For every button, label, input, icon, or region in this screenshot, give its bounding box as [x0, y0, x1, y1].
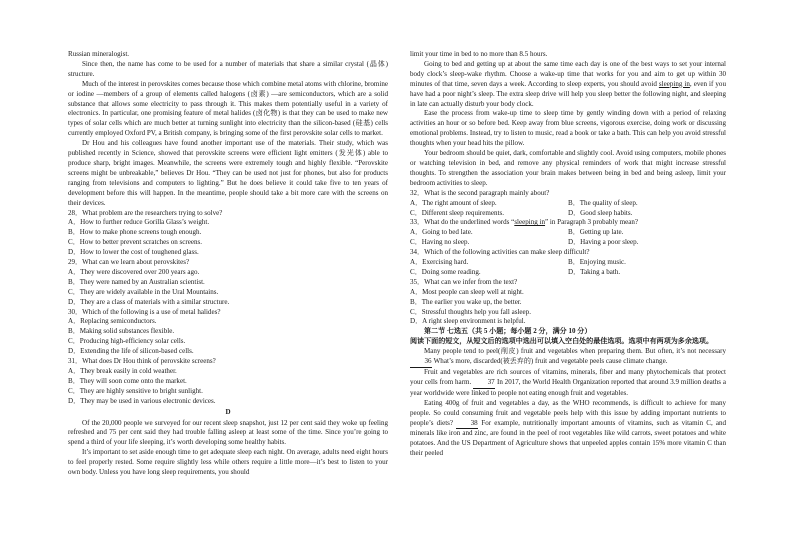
option-b: B．The earlier you wake up, the better.	[410, 297, 522, 306]
text-run: 33．What do the underlined words “	[410, 218, 515, 227]
question-stem: 32．What is the second paragraph mainly about?	[410, 188, 550, 197]
option-d: D．A right sleep environment is helpful.	[410, 317, 526, 326]
option-d: D．Taking a bath.	[568, 267, 621, 276]
option-a: A．Going to bed late.	[410, 228, 473, 237]
option-c: C．Doing some reading.	[410, 267, 481, 276]
paragraph	[410, 347, 726, 368]
paragraph: Russian mineralogist.	[68, 50, 130, 58]
option-b: B．The quality of sleep.	[568, 198, 638, 207]
left-column	[68, 50, 388, 478]
text-run: Many people tend to peel(削皮) fruit and vegetables when preparing them. But often, it’s not necessary	[424, 347, 726, 356]
question-stem: 31．What does Dr Hou think of perovskite screens?	[68, 357, 216, 366]
option-b: B．Getting up late.	[568, 228, 624, 237]
option-row	[410, 268, 726, 278]
option-c: C．Having no sleep.	[410, 238, 470, 247]
option-row	[410, 228, 726, 238]
paragraph	[410, 368, 726, 399]
question-28	[68, 209, 388, 259]
option-c: C．They are widely available in the Ural Mountains.	[68, 287, 219, 296]
question-stem: 34．Which of the following activities can make sleep difficult?	[410, 248, 590, 257]
question-32	[410, 189, 726, 219]
option-c: C．Producing high-efficiency solar cells.	[68, 337, 186, 346]
answer-blank-36: 36	[410, 357, 432, 368]
option-c: C．Different sleep requirements.	[410, 208, 504, 217]
option-c: C．How to better prevent scratches on screens.	[68, 238, 203, 247]
option-d: D．Extending the life of silicon-based cells.	[68, 347, 194, 356]
paragraph: Your bedroom should be quiet, dark, comfortable and slightly cool. Avoid using computers, mobile phones or watching television in bed, and remove any physical reminders of work that might increase stressful thoughts. To strengthen the association your brain makes between being in bed and being asleep, limit your bedroom activities to sleep.	[410, 149, 726, 187]
question-30	[68, 308, 388, 358]
question-33	[410, 218, 726, 248]
option-d: D．How to lower the cost of toughened glass.	[68, 248, 199, 257]
text-run: For example, nutritionally important amounts of vitamins, such as vitamin C, and minerals like iron and zinc, are found in the peel of root vegetables like wild carrots, sweet potatoes and white potatoes. And the US Department of Agriculture shows that unpeeled apples contain 15% more vitamin C than their peeled	[410, 418, 726, 458]
paragraph: Much of the interest in perovskites comes because those which combine metal atoms with chlorine, bromine or iodine —members of a group of elements called halogens (卤素) —are semiconductors, which are a solid substance that allows some electricity to pass through it. This makes them potentially useful in a variety of electronics. In particular, one promising feature of metal halides (卤化物) is that they can be used to make new types of solar cells which are much better at turning sunlight into electricity than the silicon-based (硅基) cells currently employed Oxford PV, a British company, is bringing some of the first perovskite solar cells to market.	[68, 79, 388, 138]
answer-blank-38: 38	[456, 419, 478, 430]
text-run: Fruit and vegetables are rich sources of vitamins, minerals, fiber and many phytochemicals that protect your cells from harm.	[410, 368, 726, 386]
paragraph: limit your time in bed to no more than 8.5 hours.	[410, 50, 548, 58]
question-stem: 28．What problem are the researchers trying to solve?	[68, 208, 223, 217]
right-column	[410, 50, 726, 459]
underlined-phrase: sleeping in	[658, 79, 690, 88]
option-a: A．They break easily in cold weather.	[68, 367, 177, 375]
paragraph: Since then, the name has come to be used for a number of materials that share a similar crystal (晶体) structure.	[68, 59, 388, 78]
question-stem	[410, 218, 726, 228]
option-b: B．They were named by an Australian scientist.	[68, 277, 205, 286]
option-a: A．Exercising hard.	[410, 258, 469, 267]
text-run: Going to bed and getting up at about the same time each day is one of the best ways to set your internal body clock’s sleep-wake rhythm. Choose a wake-up time that works for you and aim to get up within 30 minutes of that time, seven days a week. According to sleep experts, you should avoid	[410, 59, 726, 88]
option-a: A．They were discovered over 200 years ago.	[68, 267, 200, 276]
option-row	[410, 238, 726, 248]
option-d: D．Good sleep habits.	[568, 208, 633, 217]
paragraph	[410, 399, 726, 459]
text-run: What’s more, discarded(被丢弃的) fruit and vegetable peels cause climate change.	[433, 357, 668, 366]
question-stem: 35．What can we infer from the text?	[410, 277, 518, 286]
text-run: , even if you have had a poor night’s sleep. The extra sleep drive will help you sleep better the following night, and sleeping in late can actually disturb your body clock.	[410, 79, 726, 108]
option-row	[410, 258, 726, 268]
option-d: D．Having a poor sleep.	[568, 238, 639, 247]
option-a: A．How to further reduce Gorilla Glass’s weight.	[68, 218, 210, 227]
paragraph: Of the 20,000 people we surveyed for our recent sleep snapshot, just 12 per cent said they woke up feeling refreshed and 75 per cent said they had trouble falling asleep at least some of the time. Since you’re going to spend a third of your life sleeping, it’s worth developing some healthy habits.	[68, 418, 388, 447]
option-b: B．Making solid substances flexible.	[68, 327, 175, 336]
underlined-phrase: sleeping in	[514, 218, 546, 227]
option-d: D．They may be used in various electronic devices.	[68, 396, 216, 405]
section-title: 第二节 七选五（共 5 小题；每小题 2 分，满分 10 分）	[424, 327, 592, 336]
option-b: B．Enjoying music.	[568, 258, 626, 267]
question-29	[68, 258, 388, 308]
option-a: A．Replacing semiconductors.	[68, 317, 157, 326]
option-row	[410, 209, 726, 219]
option-b: B．How to make phone screens tough enough.	[68, 228, 202, 237]
text-run: ” in Paragraph 3 probably mean?	[545, 218, 638, 227]
question-35	[410, 278, 726, 328]
text-run: In 2017, the World Health Organization reported that around 3.9 million deaths a year worldwide were linked to people not eating enough fruit and vegetables.	[410, 377, 727, 397]
option-row	[410, 199, 726, 209]
option-b: B．They will soon come onto the market.	[68, 376, 187, 385]
question-stem: 29．What can we learn about perovskites?	[68, 258, 190, 267]
option-c: C．They are highly sensitive to bright sunlight.	[68, 386, 203, 395]
option-c: C．Stressful thoughts help you fall asleep.	[410, 307, 531, 316]
paragraph	[410, 60, 726, 110]
option-a: A．The right amount of sleep.	[410, 198, 497, 207]
option-d: D．They are a class of materials with a similar structure.	[68, 297, 230, 306]
question-stem: 30．Which of the following is a use of metal halides?	[68, 307, 221, 316]
answer-blank-37: 37	[473, 378, 495, 389]
paragraph: Dr Hou and his colleagues have found another important use of the materials. Their study, which was published recently in Science, showed that perovskite screens were efficient light emitters (发光体) able to produce sharp, bright images. Meanwhile, the screens were extremely tough and highly flexible. “Perovskite screens might be unbreakable,” believes Dr Hou. “They can be used not just for phones, but also for products ranging from televisions and computers to lighting.” But he does believe it could take five to ten years of development before this will happen. In the meantime, people should take a bit more care with the screens on their devices.	[68, 139, 388, 207]
question-31	[68, 357, 388, 407]
question-34	[410, 248, 726, 278]
section-heading: D	[225, 407, 231, 416]
paragraph: It’s important to set aside enough time to get adequate sleep each night. On average, adults need eight hours to feel properly rested. Some require slightly less while others require a little more—it’s best to listen to your own body. Unless you have long sleep requirements, you should	[68, 448, 388, 477]
section-instructions: 阅读下面的短文，从短文后的选项中选出可以填入空白处的最佳选项。选项中有两项为多余选项。	[410, 337, 714, 346]
paragraph: Ease the process from wake-up time to sleep time by gently winding down with a period of relaxing activities an hour or so before bed. Keep away from blue screens, vigorous exercise, doing work or discussing emotional problems. Instead, try to listen to music, read a book or take a bath. This can help you avoid stressful thoughts when your head hits the pillow.	[410, 109, 726, 148]
option-a: A．Most people can sleep well at night.	[410, 287, 524, 296]
text-run: Eating 400g of fruit and vegetables a day, as the WHO recommends, is difficult to achieve for many people. So could consuming fruit and vegetable peels help with this issue by adding important nutrients to people’s diets?	[410, 398, 726, 427]
